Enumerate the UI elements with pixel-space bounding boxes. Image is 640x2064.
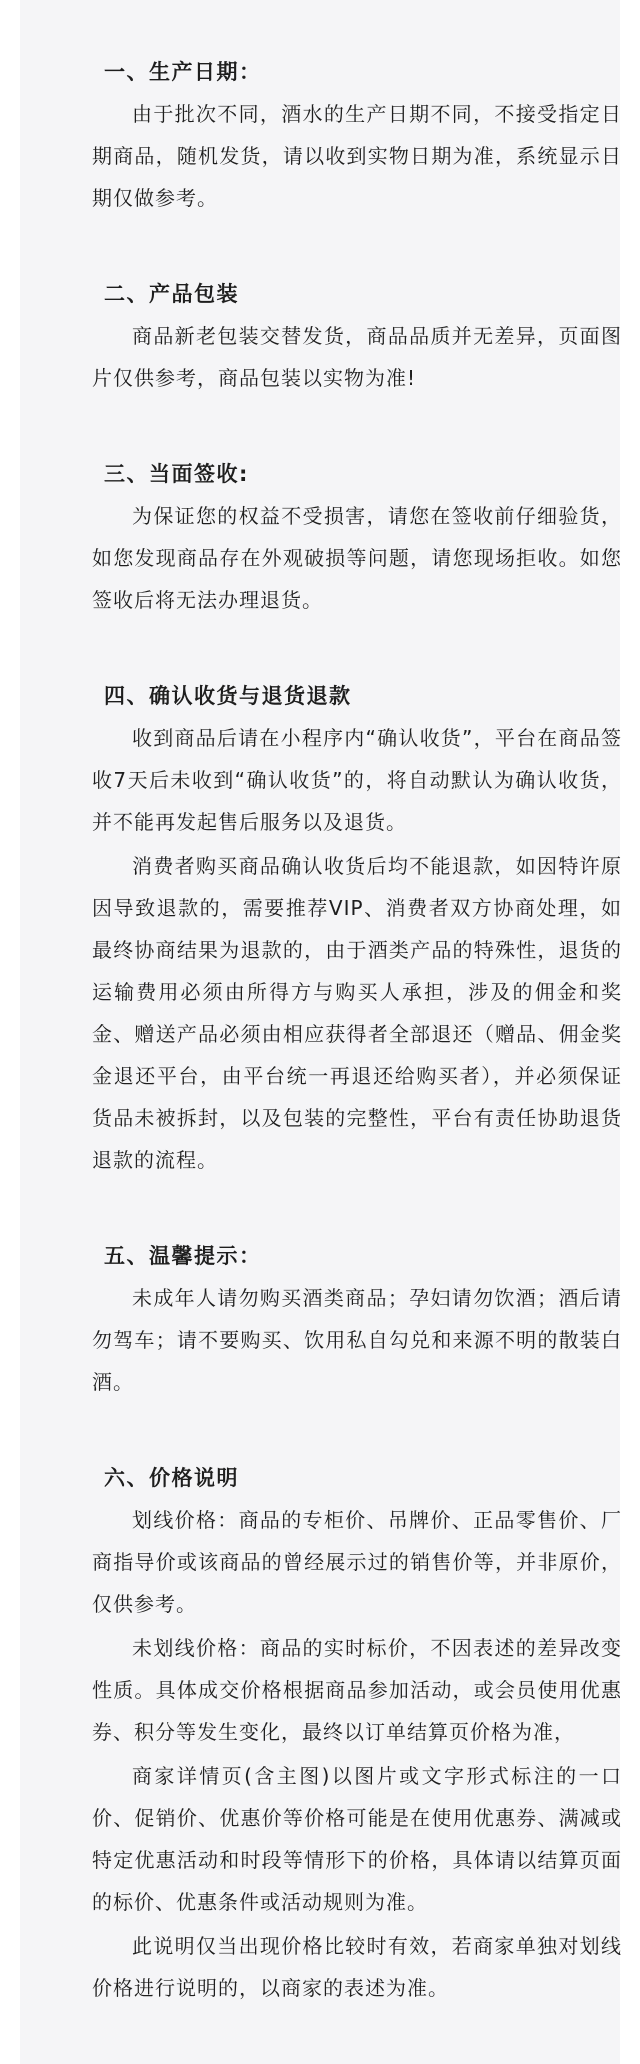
section-warm-tips: [92, 1236, 622, 1403]
section-paragraph: 划线价格：商品的专柜价、吊牌价、正品零售价、厂商指导价或该商品的曾经展示过的销售价等，并非原价，仅供参考。: [92, 1508, 622, 1616]
section-paragraph: 为保证您的权益不受损害，请您在签收前仔细验货，如您发现商品存在外观破损等问题，请您现场拒收。如您签收后将无法办理退货。: [92, 504, 622, 612]
section-paragraph: 商品新老包装交替发货，商品品质并无差异，页面图片仅供参考，商品包装以实物为准!: [92, 324, 622, 390]
section-paragraph: 未划线价格：商品的实时标价，不因表述的差异改变性质。具体成交价格根据商品参加活动，或会员使用优惠券、积分等发生变化，最终以订单结算页价格为准，: [92, 1636, 622, 1744]
section-heading: 五、温馨提示：: [104, 1244, 262, 1268]
section-paragraph: 收到商品后请在小程序内“确认收货”，平台在商品签收7天后未收到“确认收货”的，将自动默认为确认收货，并不能再发起售后服务以及退货。: [92, 726, 622, 834]
section-packaging: [92, 274, 622, 399]
section-confirm-receipt-refund: [92, 676, 622, 1181]
section-price-explanation: [92, 1458, 622, 2009]
section-paragraph: 商家详情页(含主图)以图片或文字形式标注的一口价、促销价、优惠价等价格可能是在使用优惠券、满减或特定优惠活动和时段等情形下的价格，具体请以结算页面的标价、优惠条件或活动规则为准。: [92, 1764, 622, 1914]
section-heading: 一、生产日期：: [104, 60, 262, 84]
section-heading: 四、确认收货与退货退款: [104, 684, 352, 708]
section-paragraph: 消费者购买商品确认收货后均不能退款，如因特许原因导致退款的，需要推荐VIP、消费者双方协商处理，如最终协商结果为退款的，由于酒类产品的特殊性，退货的运输费用必须由所得方与购买人承担，涉及的佣金和奖金、赠送产品必须由相应获得者全部退还（赠品、佣金奖金退还平台，由平台统一再退还给购买者），并必须保证货品未被拆封，以及包装的完整性，平台有责任协助退货退款的流程。: [92, 854, 622, 1172]
section-paragraph: 此说明仅当出现价格比较时有效，若商家单独对划线价格进行说明的，以商家的表述为准。: [92, 1934, 622, 2000]
section-heading: 三、当面签收:: [104, 462, 249, 486]
section-paragraph: 由于批次不同，酒水的生产日期不同，不接受指定日期商品，随机发货，请以收到实物日期为准，系统显示日期仅做参考。: [92, 102, 622, 210]
section-paragraph: 未成年人请勿购买酒类商品；孕妇请勿饮酒；酒后请勿驾车；请不要购买、饮用私自勾兑和来源不明的散装白酒。: [92, 1286, 622, 1394]
notice-content: [92, 52, 622, 2064]
section-heading: 六、价格说明: [104, 1466, 239, 1490]
section-heading: 二、产品包装: [104, 282, 239, 306]
section-sign-on-delivery: [92, 454, 622, 621]
section-production-date: [92, 52, 622, 219]
